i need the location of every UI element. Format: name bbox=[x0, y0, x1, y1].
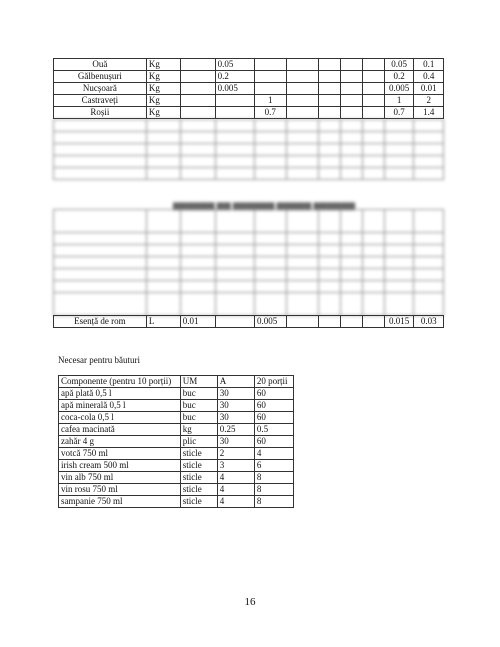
table-cell: apă minerală 0,5 l bbox=[59, 400, 181, 412]
table-cell: votcă 750 ml bbox=[59, 448, 181, 460]
table-cell: 1.4 bbox=[414, 107, 444, 119]
table-cell: 0.05 bbox=[215, 59, 254, 71]
table-row bbox=[59, 472, 294, 484]
table-cell bbox=[319, 83, 341, 95]
table-cell: 4 bbox=[217, 496, 254, 508]
table-cell: 0.01 bbox=[180, 316, 215, 328]
table-row bbox=[54, 95, 444, 107]
table-cell: Kg bbox=[146, 71, 180, 83]
table-cell: irish cream 500 ml bbox=[59, 460, 181, 472]
table-cell: 0.2 bbox=[215, 71, 254, 83]
table-cell: plic bbox=[180, 436, 217, 448]
table-cell bbox=[341, 95, 363, 107]
table-cell bbox=[363, 316, 385, 328]
table-cell bbox=[254, 71, 286, 83]
table-row bbox=[54, 83, 444, 95]
table-cell: 0.015 bbox=[384, 316, 413, 328]
column-header: UM bbox=[180, 376, 217, 388]
table-cell: sticle bbox=[180, 484, 217, 496]
table-cell bbox=[363, 83, 385, 95]
table-cell bbox=[254, 83, 286, 95]
blurred-table-bottom bbox=[53, 209, 444, 316]
table-cell: Kg bbox=[146, 107, 180, 119]
table-cell bbox=[180, 83, 215, 95]
table-cell: 0.05 bbox=[384, 59, 413, 71]
table-cell: Castraveți bbox=[54, 95, 147, 107]
page-number: 16 bbox=[244, 596, 256, 608]
table-row bbox=[59, 412, 294, 424]
table-cell: 6 bbox=[254, 460, 293, 472]
table-row bbox=[54, 316, 444, 328]
table-cell: 0.7 bbox=[384, 107, 413, 119]
table-cell: 0.25 bbox=[217, 424, 254, 436]
table-cell: sampanie 750 ml bbox=[59, 496, 181, 508]
table-cell bbox=[363, 59, 385, 71]
table-cell: Nucșoară bbox=[54, 83, 147, 95]
table-cell: Kg bbox=[146, 83, 180, 95]
table-cell: 8 bbox=[254, 484, 293, 496]
table-cell bbox=[215, 95, 254, 107]
table-row bbox=[54, 59, 444, 71]
table-cell: 8 bbox=[254, 496, 293, 508]
table-cell: 0.4 bbox=[414, 71, 444, 83]
ingredients-table-top bbox=[53, 58, 444, 119]
table-cell: 2 bbox=[414, 95, 444, 107]
table-cell bbox=[341, 316, 363, 328]
table-cell bbox=[286, 83, 319, 95]
table-row bbox=[59, 388, 294, 400]
table-cell: vin alb 750 ml bbox=[59, 472, 181, 484]
table-cell bbox=[341, 59, 363, 71]
table-cell: 3 bbox=[217, 460, 254, 472]
table-cell: Ouă bbox=[54, 59, 147, 71]
blurred-region bbox=[53, 119, 444, 317]
table-cell: buc bbox=[180, 412, 217, 424]
table-cell: buc bbox=[180, 388, 217, 400]
table-cell bbox=[319, 107, 341, 119]
table-cell: 30 bbox=[217, 412, 254, 424]
table-cell bbox=[319, 59, 341, 71]
table-cell: sticle bbox=[180, 496, 217, 508]
table-cell: kg bbox=[180, 424, 217, 436]
table-cell: 60 bbox=[254, 388, 293, 400]
table-cell: Gălbenușuri bbox=[54, 71, 147, 83]
table-cell bbox=[180, 59, 215, 71]
table-cell: 0.7 bbox=[254, 107, 286, 119]
blurred-table-top bbox=[53, 119, 444, 180]
table-cell: 4 bbox=[254, 448, 293, 460]
table-cell: Kg bbox=[146, 59, 180, 71]
table-cell: 4 bbox=[217, 472, 254, 484]
table-cell: 0.1 bbox=[414, 59, 444, 71]
table-header-row bbox=[59, 376, 294, 388]
table-cell bbox=[363, 71, 385, 83]
table-cell bbox=[286, 59, 319, 71]
table-row bbox=[59, 400, 294, 412]
table-cell bbox=[180, 95, 215, 107]
table-row bbox=[59, 424, 294, 436]
table-cell bbox=[363, 95, 385, 107]
table-cell bbox=[286, 107, 319, 119]
table-cell: 60 bbox=[254, 400, 293, 412]
table-cell: coca-cola 0,5 l bbox=[59, 412, 181, 424]
table-cell: Roșii bbox=[54, 107, 147, 119]
table-cell: 1 bbox=[254, 95, 286, 107]
table-cell: 0.005 bbox=[215, 83, 254, 95]
table-cell: 60 bbox=[254, 436, 293, 448]
table-cell: 0.2 bbox=[384, 71, 413, 83]
table-cell bbox=[215, 107, 254, 119]
table-cell bbox=[341, 107, 363, 119]
ingredients-table-bottom bbox=[53, 315, 444, 328]
table-cell: 8 bbox=[254, 472, 293, 484]
table-row bbox=[54, 107, 444, 119]
table-cell: 30 bbox=[217, 400, 254, 412]
table-cell: sticle bbox=[180, 472, 217, 484]
table-cell: Kg bbox=[146, 95, 180, 107]
table-cell bbox=[180, 107, 215, 119]
table-cell bbox=[363, 107, 385, 119]
table-row bbox=[59, 460, 294, 472]
table-cell bbox=[319, 95, 341, 107]
table-cell: buc bbox=[180, 400, 217, 412]
table-cell: 30 bbox=[217, 436, 254, 448]
table-cell: 0.01 bbox=[414, 83, 444, 95]
table-cell: 0.005 bbox=[254, 316, 286, 328]
table-cell bbox=[341, 83, 363, 95]
table-cell: apă plată 0,5 l bbox=[59, 388, 181, 400]
table-row bbox=[59, 484, 294, 496]
table-cell bbox=[319, 316, 341, 328]
table-cell: 60 bbox=[254, 412, 293, 424]
table-cell: cafea macinată bbox=[59, 424, 181, 436]
column-header: Componente (pentru 10 porții) bbox=[59, 376, 181, 388]
table-cell bbox=[254, 59, 286, 71]
table-cell: 30 bbox=[217, 388, 254, 400]
table-cell bbox=[286, 95, 319, 107]
column-header: A bbox=[217, 376, 254, 388]
table-cell: 0.005 bbox=[384, 83, 413, 95]
table-cell: L bbox=[146, 316, 180, 328]
table-row bbox=[59, 448, 294, 460]
table-cell: sticle bbox=[180, 448, 217, 460]
table-cell: 4 bbox=[217, 484, 254, 496]
table-cell bbox=[180, 71, 215, 83]
table-cell: sticle bbox=[180, 460, 217, 472]
table-cell: 2 bbox=[217, 448, 254, 460]
blurred-heading: ▆▆▆▆▆▆ ▆▆ ▆▆▆▆▆▆ ▆▆▆▆▆ ▆▆▆▆▆▆ bbox=[173, 200, 356, 210]
table-cell bbox=[286, 71, 319, 83]
table-cell bbox=[319, 71, 341, 83]
table-cell: 0.5 bbox=[254, 424, 293, 436]
table-cell: Esență de rom bbox=[54, 316, 147, 328]
table-cell bbox=[215, 316, 254, 328]
table-cell: 1 bbox=[384, 95, 413, 107]
drinks-heading: Necesar pentru băuturi bbox=[58, 355, 140, 365]
table-row bbox=[59, 436, 294, 448]
table-cell bbox=[341, 71, 363, 83]
table-cell bbox=[286, 316, 319, 328]
table-cell: 0.03 bbox=[414, 316, 444, 328]
table-cell: zahăr 4 g bbox=[59, 436, 181, 448]
column-header: 20 porții bbox=[254, 376, 293, 388]
table-cell: vin rosu 750 ml bbox=[59, 484, 181, 496]
table-row bbox=[59, 496, 294, 508]
drinks-table bbox=[58, 375, 294, 508]
table-row bbox=[54, 71, 444, 83]
